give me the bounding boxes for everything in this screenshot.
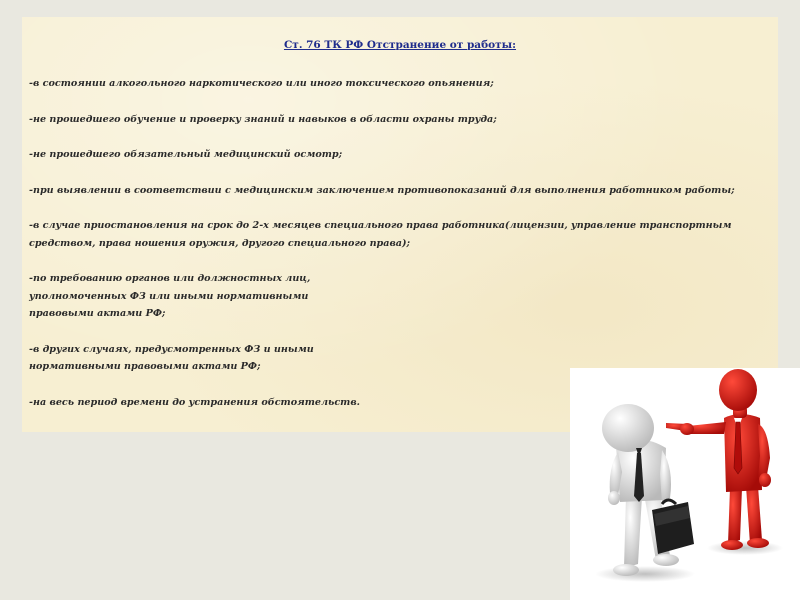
dismissal-illustration (570, 368, 800, 600)
list-item (29, 146, 749, 164)
list-item-line: -не прошедшего обучение и проверку знаний и навыков в области охраны труда; (29, 113, 497, 125)
list-item-line: -в других случаях, предусмотренных ФЗ и иными (29, 343, 314, 355)
list-item (29, 217, 749, 252)
list-item (29, 270, 749, 323)
list-item-line: -по требованию органов или должностных лиц, (29, 273, 311, 284)
list-item-line: -в состоянии алкогольного наркотического или иного токсического опьянения; (29, 78, 494, 89)
list-item-line: -в случае приостановления на срок до 2-х месяцев специального права работника(лицензии, управление транспортным (29, 220, 732, 231)
list-item (29, 182, 749, 200)
red-figure-pointing-at-white-figure-with-briefcase-icon (570, 368, 800, 600)
list-item-line: -при выявлении в соответствии с медицинским заключением противопоказаний для выполнения работником работы; (29, 184, 735, 196)
list-item-line: уполномоченных ФЗ или иными нормативными (29, 290, 309, 302)
list-item-line: -на весь период времени до устранения обстоятельств. (29, 396, 360, 408)
list-item-line: нормативными правовыми актами РФ; (29, 361, 261, 372)
list-item (29, 75, 749, 93)
list-item-line: -не прошедшего обязательный медицинский осмотр; (29, 149, 343, 160)
list-item (29, 111, 749, 129)
slide-title: Ст. 76 ТК РФ Отстранение от работы: (283, 39, 517, 51)
list-item-line: средством, права ношения оружия, другого специального права); (29, 237, 411, 249)
list-item-line: правовыми актами РФ; (29, 308, 166, 319)
